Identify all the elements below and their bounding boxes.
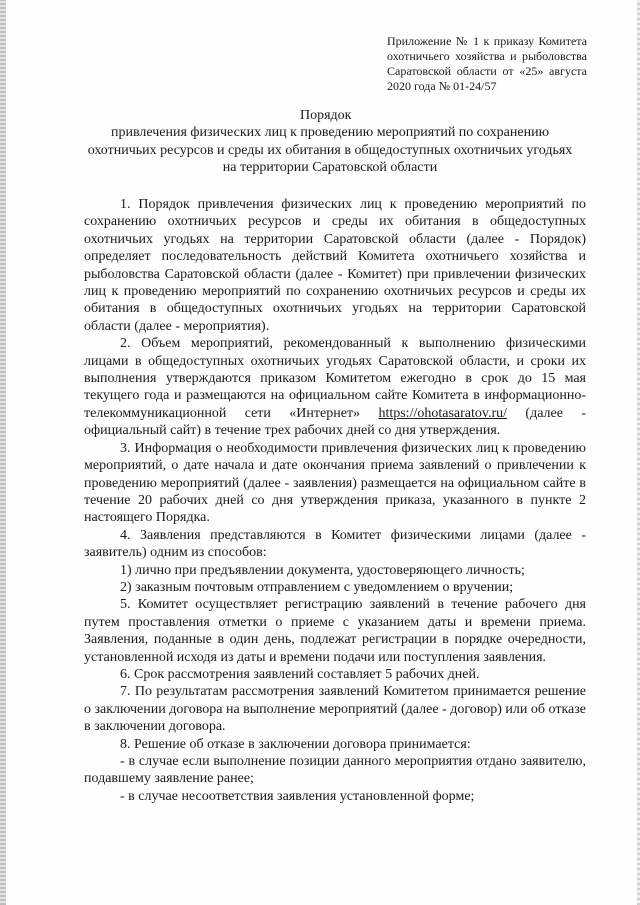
- document-subtitle: привлечения физических лиц к проведению мероприятий по сохранению охотничьих ресурсов и среды их обитания в общедоступных охотничьих угодьях на территории Саратовской области: [87, 125, 573, 175]
- paragraph-2-text: 2. Объем мероприятий, рекомендованный к выполнению физическими лицами в общедоступных охотничьих угодьях Саратовской области, и сроки их выполнения утверждаются приказом Комитетом ежегодно в срок до 15 мая текущего года и размещаются на официальном сайте Комитета в информационно-телекоммуникационной сети «Интернет»: [84, 336, 586, 421]
- appendix-note: Приложение № 1 к приказу Комитета охотничьего хозяйства и рыболовства Саратовской области от «25» августа 2020 года № 01-24/57: [387, 34, 587, 93]
- scan-edge-left: [0, 0, 6, 905]
- paragraph-4-item-1: 1) лично при предъявлении документа, удостоверяющего личность;: [120, 562, 525, 578]
- paragraph-1: 1. Порядок привлечения физических лиц к проведению мероприятий по сохранению охотничьих ресурсов и среды их обитания в общедоступных охотничьих угодьях на территории Саратовской области (далее - Порядок) определяет последовательность действий Комитета охотничьего хозяйства и рыболовства Саратовской области (далее - Комитет) при привлечении физических лиц к проведению мероприятий по сохранению охотничьих ресурсов и среды их обитания в общедоступных охотничьих угодьях на территории Саратовской области (далее - мероприятия).: [84, 197, 586, 334]
- paragraph-8: 8. Решение об отказе в заключении договора принимается:: [120, 736, 471, 752]
- paragraph-2: [84, 335, 586, 439]
- paragraph-3: 3. Информация о необходимости привлечения физических лиц к проведению мероприятий, о дате начала и дате окончания приема заявлений о привлечении к проведению мероприятий (далее - заявления) размещается на официальном сайте в течение 20 рабочих дней со дня утверждения приказа, указанного в пункте 2 настоящего Порядка.: [84, 440, 586, 526]
- paragraph-5: 5. Комитет осуществляет регистрацию заявлений в течение рабочего дня путем проставления отметки о приеме с указанием даты и времени приема. Заявления, поданные в один день, подлежат регистрации в порядке очередности, установленной исходя из даты и времени подачи или поступления заявления.: [84, 597, 586, 665]
- official-site-link[interactable]: https://ohotasaratov.ru/: [378, 405, 508, 421]
- paragraph-8-item-2: - в случае несоответствия заявления установленной форме;: [120, 788, 475, 804]
- document-body: [84, 196, 586, 805]
- paragraph-4: 4. Заявления представляются в Комитет физическими лицами (далее - заявитель) одним из способов:: [84, 527, 586, 561]
- paragraph-4-item-2: 2) заказным почтовым отправлением с уведомлением о вручении;: [120, 579, 514, 595]
- paragraph-7: 7. По результатам рассмотрения заявлений Комитетом принимается решение о заключении договора на выполнение мероприятий (далее - договор) или об отказе в заключении договора.: [84, 684, 586, 735]
- document-title: Порядок: [300, 108, 352, 123]
- paragraph-6: 6. Срок рассмотрения заявлений составляет 5 рабочих дней.: [120, 666, 480, 682]
- paragraph-8-item-1: - в случае если выполнение позиции данного мероприятия отдано заявителю, подавшему заявление ранее;: [84, 754, 586, 787]
- paragraph-2-text-end: (далее - официальный сайт) в течение трех рабочих дней со дня утверждения.: [84, 405, 586, 439]
